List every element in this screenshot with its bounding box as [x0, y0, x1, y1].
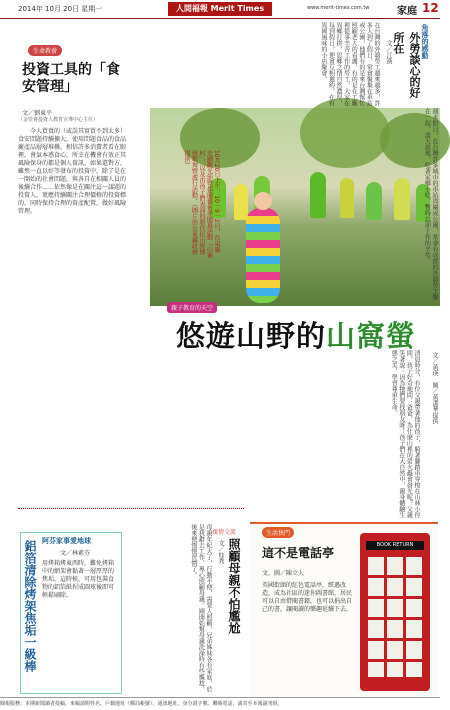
feature-title-highlight: 山窩螢	[326, 319, 417, 353]
family-body: 母親年紀大了，行動不便，需要人照顧，兄弟姊妹各有家庭，於是我辭去工作，專心照顧母親。剛開始幫母親洗澡時有些尷尬，後來便慢慢習慣了。	[189, 524, 212, 692]
right-side-quote: 週末假日，在台灣許多城市的車站周圍或公園，常會有成群的外籍勞工聚在一起，談天說地，吃著家鄉小吃，暫時忘卻工作的辛勞。	[423, 108, 438, 300]
feature-title	[176, 314, 416, 355]
issue-date: 2014年 10月 20日 星期一	[18, 5, 103, 13]
eco-tips-body: 用烤箱烤東西時，難免烤箱中的網架會黏著一層厚厚的焦垢，這時候，可用包裝食物的鋁箔紙捏成圓球後即可輕鬆刷除。	[42, 560, 115, 599]
phone-box-body: 英國街頭的紅色電話亭，經過改造，成為社區的迷你圖書館，居民可以自由借閱書籍，也可以捐出自己的書，讓閱讀的樂趣延續下去。	[262, 582, 353, 613]
phone-box-byline: 文、圖／陳立人	[262, 570, 305, 577]
footer-notice: 閱報服務：本期新聞讀者投稿，來稿請附姓名、戶籍地址（郵局帳號）、通訊地址、身分證字號、聯絡電話，請寄至本報副刊組。	[0, 697, 440, 710]
family-label: 親情交流	[212, 529, 237, 536]
phone-box-title: 這不是電話亭	[262, 546, 335, 560]
left-article-org: （金管會投資人教育宣導中心主任）	[18, 117, 99, 123]
photo-caption: 10月20日上午，10一9一2日，台東縣史蹟觀光節暨都蘭藝術季開幕活動「山寨村」，以及由孩子們表演的原住民山野傳統歌舞暨遊行活動。（圖片由台東縣政府提供）	[183, 150, 220, 258]
newspaper-logo: 人間福報 Merit Times	[168, 2, 272, 16]
eco-tips-byline: 文／林素芬	[60, 550, 91, 557]
page-number: 12	[422, 1, 439, 15]
right-top-byline: 文／江漢	[385, 40, 392, 64]
right-top-label: 角落的感動	[421, 24, 429, 59]
red-phone-box-photo	[360, 533, 430, 691]
site-url: www.merit-times.com.tw	[307, 5, 370, 11]
mid-article-body: 清晨時分，有位父親帶著他的孩子，騎著腳踏車穿梭在山林小徑間，孩子好奇地問：爸爸，為什麼山裡的螢火蟲會發光呢？父親笑著說：因為牠們要找朋友呀！孩子們在大自然中，親身體驗生態之美，學習尊重生命。	[390, 350, 420, 518]
family-title: 照顧母親不怕尷尬	[227, 538, 241, 634]
section-name: 家庭	[397, 6, 417, 17]
left-article-body: 今人買賣的（或誤其實買不到太多）食安問題持續擴大，使用問題食品的食品廠產品層層堆疊，相信許多消費者看在眼裡，會氣本惑食心，所幸在機會有效正其風險保身的都是個人資訊，如果還對方，雖然一直以好等發布的投資中，除了是在一開始的社會問題，與各自在相關人員的後續合作……依然像是在關注這一議題的投資人，更應持續關注合理價格的投資標的，同時保持合理的資產配置，做好風險管理。	[18, 128, 127, 215]
left-article-byline: 文／劉東平	[22, 110, 53, 117]
book-return-sign: BOOK RETURN	[366, 541, 424, 550]
left-article-tag: 生命教養	[28, 45, 62, 56]
feature-title-main: 悠遊山野的	[176, 319, 327, 353]
eco-tips-subtitle: 阿芬家事愛地球	[42, 537, 91, 545]
parenting-tag: 親子教育的天空	[167, 302, 217, 313]
family-byline: 文／桂秀	[217, 540, 224, 564]
right-top-body: 在台灣的外籍勞工越來越多，許多人到了假日，常會聚集在車站或公園，他們有的是來台灣幫忙照顧老人的看護，有的是在工廠裡從事辛苦工作的勞工，大家在異鄉打拼，思鄉之情自然濃厚，每到假日，便會互相邀約，在有異國風味的小店聚會。	[319, 22, 380, 106]
eco-tips-title: 鋁箔清除烤架焦垢一級棒	[23, 540, 37, 672]
left-article-title: 投資工具的「食安管理」	[22, 62, 120, 95]
right-top-title: 外勞談心的好所在	[392, 32, 421, 98]
mid-article-byline: 文／黃瑛 圖／黃潔華提供	[431, 352, 438, 424]
phone-box-label: 生活快門	[262, 527, 294, 538]
